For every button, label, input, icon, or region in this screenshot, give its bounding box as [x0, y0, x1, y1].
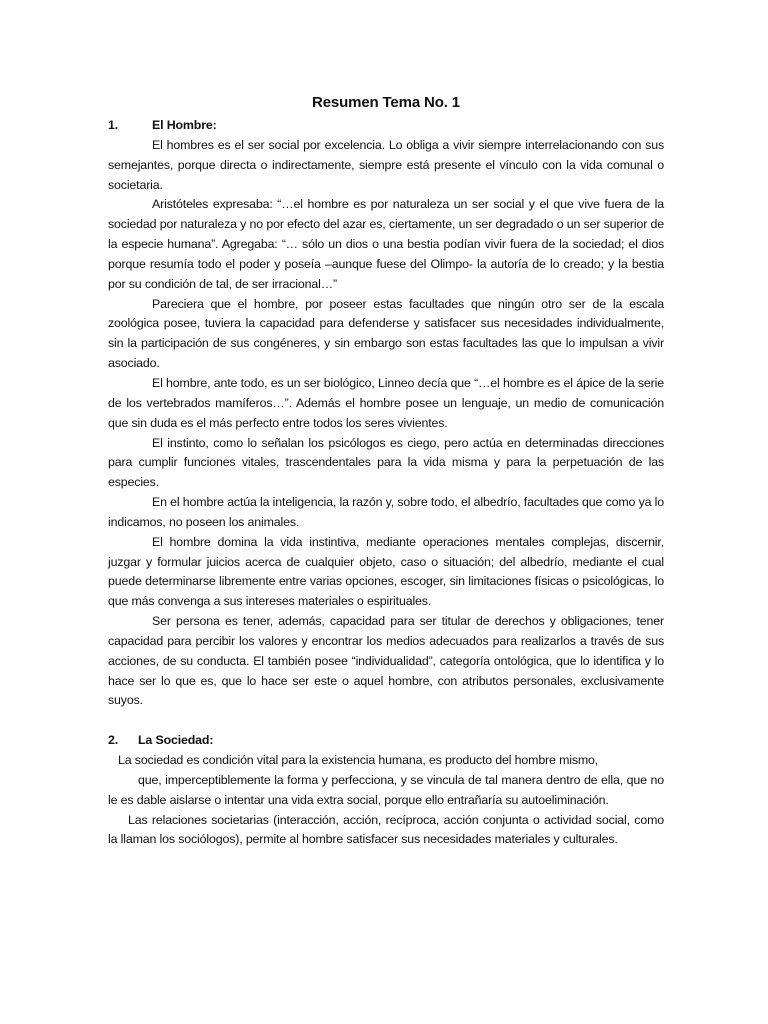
- paragraph: Ser persona es tener, además, capacidad para ser titular de derechos y obligaciones, tener capacidad para percibir los valores y encontrar los medios adecuados para realizarlos a través de sus acciones, de su conducta. El también posee “individualidad”, categoría ontológica, que lo identifica y lo hace ser lo que es, que lo hace ser este o aquel hombre, con atributos personales, exclusivamente suyos.: [108, 614, 664, 708]
- paragraph: El hombres es el ser social por excelencia. Lo obliga a vivir siempre interrelacionando con sus semejantes, porque directa o indirectamente, siempre está presente el vínculo con la vida comunal o societaria.: [108, 137, 664, 192]
- section-number: 2.: [108, 733, 119, 748]
- section-number: 1.: [108, 118, 119, 132]
- paragraph: El hombre, ante todo, es un ser biológico, Linneo decía que “…el hombre es el ápice de la serie de los vertebrados mamíferos…”. Además el hombre posee un lenguaje, un medio de comunicación que sin duda es el más perfecto entre todos los seres vivientes.: [108, 375, 664, 430]
- paragraph: La sociedad es condición vital para la existencia humana, es producto del hombre mismo,: [118, 753, 599, 767]
- paragraph: El instinto, como lo señalan los psicólogos es ciego, pero actúa en determinadas direcciones para cumplir funciones vitales, trascendentales para la vida misma y para la perpetuación de las especies.: [108, 435, 664, 490]
- document-title: Resumen Tema No. 1: [312, 94, 460, 111]
- paragraph: Las relaciones societarias (interacción, acción, recíproca, acción conjunta o actividad social, como la llaman los sociólogos), permite al hombre satisfacer sus necesidades materiales y culturales.: [108, 812, 664, 847]
- section-la-sociedad: [108, 731, 664, 850]
- section-title: La Sociedad:: [138, 733, 214, 748]
- document-body: [108, 92, 664, 850]
- paragraph: que, imperceptiblemente la forma y perfecciona, y se vincula de tal manera dentro de ella, que no le es dable aislarse o intentar una vida extra social, porque ello entrañaría su autoeliminación.: [108, 772, 664, 807]
- paragraph: Pareciera que el hombre, por poseer estas facultades que ningún otro ser de la escala zoológica posee, tuviera la capacidad para defenderse y satisfacer sus necesidades individualmente, sin la participación de sus congéneres, y sin embargo son estas facultades las que lo impulsan a vivir asociado.: [108, 296, 664, 371]
- paragraph: Aristóteles expresaba: “…el hombre es por naturaleza un ser social y el que vive fuera de la sociedad por naturaleza y no por efecto del azar es, ciertamente, un ser degradado o un ser superior de la especie humana”. Agregaba: “… sólo un dios o una bestia podían vivir fuera de la sociedad; el dios porque resumía todo el poder y poseía –aunque fuese del Olimpo- la autoría de lo creado; y la bestia por su condición de tal, de ser irracional…”: [108, 197, 664, 291]
- section-heading: [108, 116, 664, 136]
- section-spacer: [108, 711, 664, 731]
- section-el-hombre: [108, 116, 664, 711]
- paragraph: El hombre domina la vida instintiva, mediante operaciones mentales complejas, discernir, juzgar y formular juicios acerca de cualquier objeto, caso o situación; del albedrío, mediante el cual puede determinarse libremente entre varias opciones, escoger, sin limitaciones físicas o psicológicas, lo que más convenga a sus intereses materiales o espirituales.: [108, 534, 664, 609]
- section-title: El Hombre:: [152, 118, 217, 132]
- paragraph: En el hombre actúa la inteligencia, la razón y, sobre todo, el albedrío, facultades que como ya lo indicamos, no poseen los animales.: [108, 495, 664, 529]
- section-heading: [108, 731, 664, 751]
